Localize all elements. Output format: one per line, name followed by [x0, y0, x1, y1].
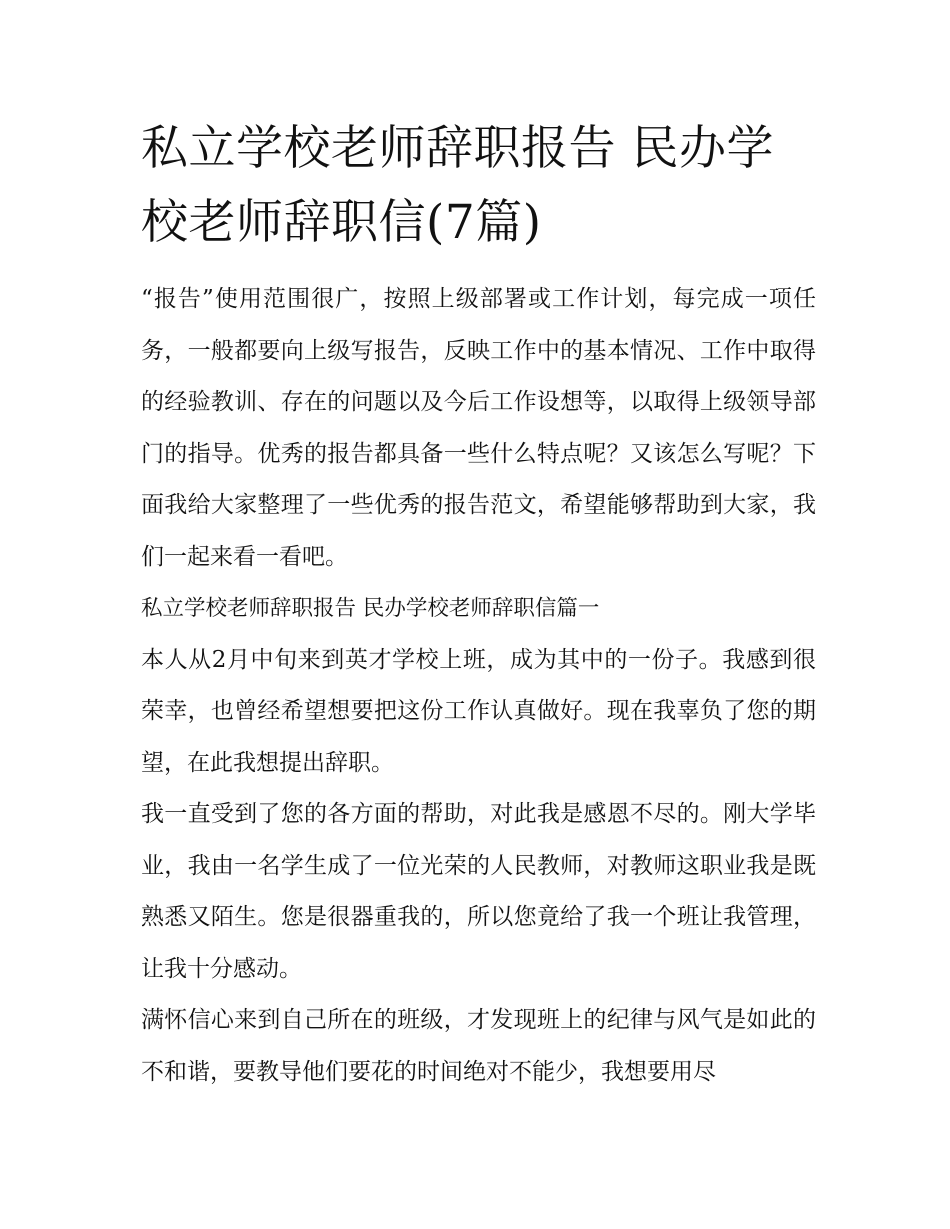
intro-paragraph: “报告”使用范围很广，按照上级部署或工作计划，每完成一项任务，一般都要向上级写报告，反映工作中的基本情况、工作中取得的经验教训、存在的问题以及今后工作设想等，以取得上级领导部门的指导。优秀的报告都具备一些什么特点呢？又该怎么写呢？下面我给大家整理了一些优秀的报告范文，希望能够帮助到大家，我们一起来看一看吧。	[141, 286, 816, 570]
body-paragraph-2: 我一直受到了您的各方面的帮助，对此我是感恩不尽的。刚大学毕业，我由一名学生成了一位光荣的人民教师，对教师这职业我是既熟悉又陌生。您是很器重我的，所以您竟给了我一个班让我管理，让我十分感动。	[141, 801, 816, 982]
body-paragraph-1: 本人从2月中旬来到英才学校上班，成为其中的一份子。我感到很荣幸，也曾经希望想要把这份工作认真做好。现在我辜负了您的期望，在此我想提出辞职。	[141, 646, 816, 776]
document-page	[141, 112, 816, 1098]
body-paragraph-3: 满怀信心来到自己所在的班级，才发现班上的纪律与风气是如此的不和谐，要教导他们要花的时间绝对不能少，我想要用尽	[141, 1007, 816, 1085]
section-heading: 私立学校老师辞职报告 民办学校老师辞职信篇一	[141, 596, 600, 621]
document-title: 私立学校老师辞职报告 民办学校老师辞职信(7篇)	[141, 121, 774, 250]
